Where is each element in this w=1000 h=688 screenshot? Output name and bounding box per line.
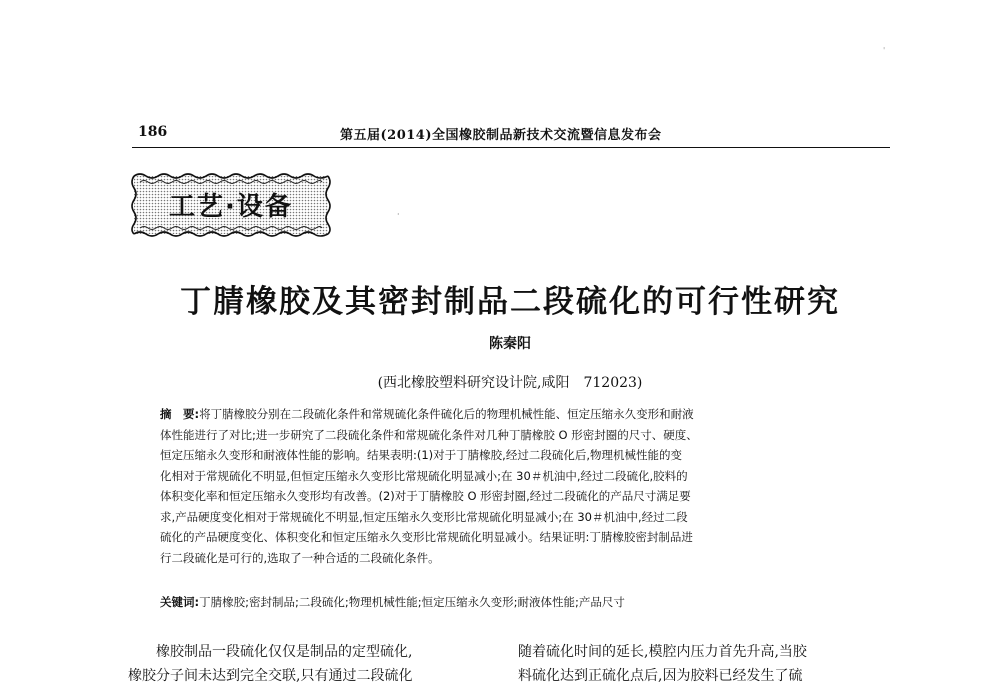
abstract-text: 将丁腈橡胶分别在二段硫化条件和常规硫化条件硫化后的物理机械性能、恒定压缩永久变形和耐液 [199, 407, 694, 421]
abstract-line: 恒定压缩永久变形和耐液体性能的影响。结果表明:(1)对于丁腈橡胶,经过二段硫化后,物理机械性能的变 [160, 448, 682, 462]
stray-dot: · [397, 210, 400, 219]
abstract-line: 行二段硫化是可行的,选取了一种合适的二段硫化条件。 [160, 550, 440, 565]
abstract-label: 摘 要: [160, 407, 200, 421]
keywords-text: 丁腈橡胶;密封制品;二段硫化;物理机械性能;恒定压缩永久变形;耐液体性能;产品尺寸 [199, 595, 625, 609]
section-banner [130, 172, 332, 238]
body-line: 橡胶分子间未达到完全交联,只有通过二段硫化 [128, 668, 413, 684]
body-column-left [128, 640, 488, 688]
paper-title: 丁腈橡胶及其密封制品二段硫化的可行性研究 [180, 284, 840, 320]
author-affiliation: (西北橡胶塑料研究设计院,咸阳 712023) [377, 375, 643, 391]
body-line: 随着硫化时间的延长,模腔内压力首先升高,当胶 [518, 644, 807, 660]
abstract [160, 404, 872, 568]
body-line: 料硫化达到正硫化点后,因为胶料已经发生了硫 [518, 668, 803, 684]
corner-mark: ' [883, 46, 886, 55]
keywords [160, 594, 872, 610]
body-line: 橡胶制品一段硫化仅仅是制品的定型硫化, [128, 644, 413, 660]
body-column-right [518, 640, 878, 688]
running-header: 第五届(2014)全国橡胶制品新技术交流暨信息发布会 [340, 128, 662, 143]
abstract-line: 硫化的产品硬度变化、体积变化和恒定压缩永久变形比常规硫化明显减小。结果证明:丁腈橡胶密封制品进 [160, 530, 693, 544]
keywords-label: 关键词: [160, 595, 200, 609]
section-banner-text: 工艺·设备 [169, 192, 293, 222]
abstract-line: 体性能进行了对比;进一步研究了二段硫化条件和常规硫化条件对几种丁腈橡胶 O 形密封圈的尺寸、硬度、 [160, 427, 698, 442]
page-number: 186 [138, 124, 168, 140]
abstract-line: 体积变化率和恒定压缩永久变形均有改善。(2)对于丁腈橡胶 O 形密封圈,经过二段硫化的产品尺寸满足要 [160, 489, 691, 503]
abstract-line: 化相对于常规硫化不明显,但恒定压缩永久变形比常规硫化明显减小;在 30＃机油中,经过二段硫化,胶料的 [160, 468, 688, 483]
abstract-line-1 [160, 404, 872, 425]
author-name: 陈秦阳 [489, 336, 531, 352]
abstract-line: 求,产品硬度变化相对于常规硫化不明显,恒定压缩永久变形比常规硫化明显减小;在 30＃机油中,经过二段 [160, 509, 688, 524]
header-rule [132, 147, 890, 148]
